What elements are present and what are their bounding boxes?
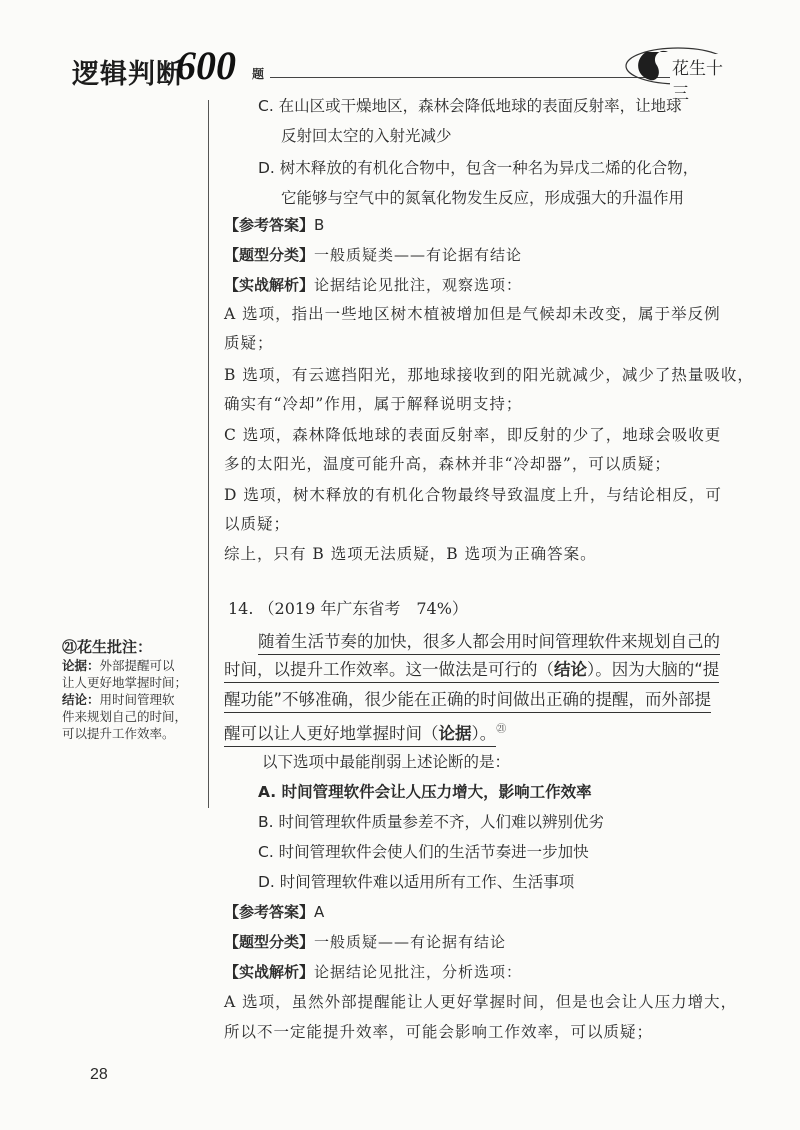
book-title-number: 600: [176, 43, 236, 88]
side-note-evidence-line2: 让人更好地掌握时间；: [62, 675, 188, 690]
answer-tag: 【参考答案】: [224, 216, 315, 234]
analysis-tag: 【实战解析】: [224, 963, 315, 981]
q13-option-c-line1: C. 在山区或干燥地区，森林会降低地球的表面反射率，让地球: [258, 97, 682, 115]
q14-option-a: A. 时间管理软件会让人压力增大，影响工作效率: [258, 783, 592, 801]
type-value: 一般质疑——有论据有结论: [314, 933, 507, 951]
q13-option-d-line2: 它能够与空气中的氮氧化物发生反应，形成强大的升温作用: [281, 189, 685, 207]
analysis-tag: 【实战解析】: [224, 276, 315, 294]
conclusion-label: 结论：: [62, 692, 100, 707]
brand-name: 花生十三: [670, 54, 732, 104]
evidence-label: 论据：: [62, 658, 100, 673]
type-tag: 【题型分类】: [224, 933, 315, 951]
q13-analysis-line: D 选项，树木释放的有机化合物最终导致温度上升，与结论相反，可: [224, 486, 722, 504]
side-note-conclusion-line2: 件来规划自己的时间，: [62, 709, 188, 724]
type-value: 一般质疑类——有论据有结论: [314, 246, 523, 264]
side-note-evidence-line1: 论据：外部提醒可以: [62, 658, 175, 673]
q14-analysis-line: 所以不一定能提升效率，可能会影响工作效率，可以质疑；: [224, 1023, 654, 1041]
question-source: （2019 年广东省考 74%）: [258, 599, 468, 618]
q13-analysis-line: 确实有“冷却”作用，属于解释说明支持；: [224, 395, 523, 413]
q14-header: [228, 597, 468, 621]
analysis-intro: 论据结论见批注，观察选项：: [314, 276, 523, 294]
footnote-ref: ㉑: [496, 724, 507, 735]
answer-value: B: [314, 216, 325, 234]
type-tag: 【题型分类】: [224, 246, 315, 264]
q14-analysis-line: A 选项，虽然外部提醒能让人更好掌握时间，但是也会让人压力增大，: [224, 993, 738, 1011]
question-number: 14.: [228, 599, 254, 618]
q14-passage-line1: 随着生活节奏的加快，很多人都会用时间管理软件来规划自己的: [258, 630, 720, 654]
side-note-conclusion-line3: 可以提升工作效率。: [62, 726, 175, 741]
q14-option-b: B. 时间管理软件质量参差不齐，人们难以辨别优劣: [258, 813, 604, 831]
answer-value: A: [314, 903, 325, 921]
q14-passage-line4: 醒可以让人更好地掌握时间（论据）。$^㉑$: [224, 718, 506, 746]
q13-analysis-line: A 选项，指出一些地区树木植被增加但是气候却未改变，属于举反例: [224, 305, 721, 323]
side-note-conclusion-line1: 结论：用时间管理软: [62, 692, 175, 707]
q14-question: 以下选项中最能削弱上述论断的是：: [262, 753, 511, 771]
q13-type: [224, 243, 522, 267]
side-note-title: ㉑花生批注：: [62, 638, 153, 656]
q14-option-c: C. 时间管理软件会使人们的生活节奏进一步加快: [258, 843, 589, 861]
analysis-intro: 论据结论见批注，分析选项：: [314, 963, 523, 981]
q14-answer: [224, 900, 324, 924]
q14-passage-line3: 醒功能”不够准确，很少能在正确的时间做出正确的提醒，而外部提: [224, 688, 711, 712]
conclusion-mark: 结论: [554, 660, 587, 679]
q13-answer: [224, 213, 324, 237]
evidence-mark: 论据: [438, 723, 472, 743]
book-title-suffix: 题: [252, 67, 265, 81]
page-number: 28: [90, 1066, 108, 1083]
q13-analysis-line: 多的太阳光，温度可能升高，森林并非“冷却器”，可以质疑；: [224, 455, 671, 473]
margin-divider: [208, 100, 209, 808]
q13-analysis-heading: [224, 273, 522, 297]
answer-tag: 【参考答案】: [224, 903, 315, 921]
q13-option-d-line1: D. 树木释放的有机化合物中，包含一种名为异戊二烯的化合物，: [258, 159, 699, 177]
q14-type: [224, 930, 506, 954]
q13-analysis-line: 质疑；: [224, 334, 274, 352]
q13-analysis-line: B 选项，有云遮挡阳光，那地球接收到的阳光就减少，减少了热量吸收，: [224, 366, 754, 384]
book-title: 逻辑判断: [72, 59, 184, 90]
q13-analysis-line: 以质疑；: [224, 515, 291, 533]
q14-passage-line2: 时间，以提升工作效率。这一做法是可行的（结论）。因为大脑的“提: [224, 658, 719, 682]
q14-analysis-heading: [224, 960, 522, 984]
q13-summary: 综上，只有 B 选项无法质疑，B 选项为正确答案。: [224, 545, 597, 563]
q14-option-d: D. 时间管理软件难以适用所有工作、生活事项: [258, 873, 575, 891]
q13-option-c-line2: 反射回太空的入射光减少: [281, 127, 452, 145]
page-header: [72, 38, 732, 104]
q13-analysis-line: C 选项，森林降低地球的表面反射率，即反射的少了，地球会吸收更: [224, 426, 722, 444]
